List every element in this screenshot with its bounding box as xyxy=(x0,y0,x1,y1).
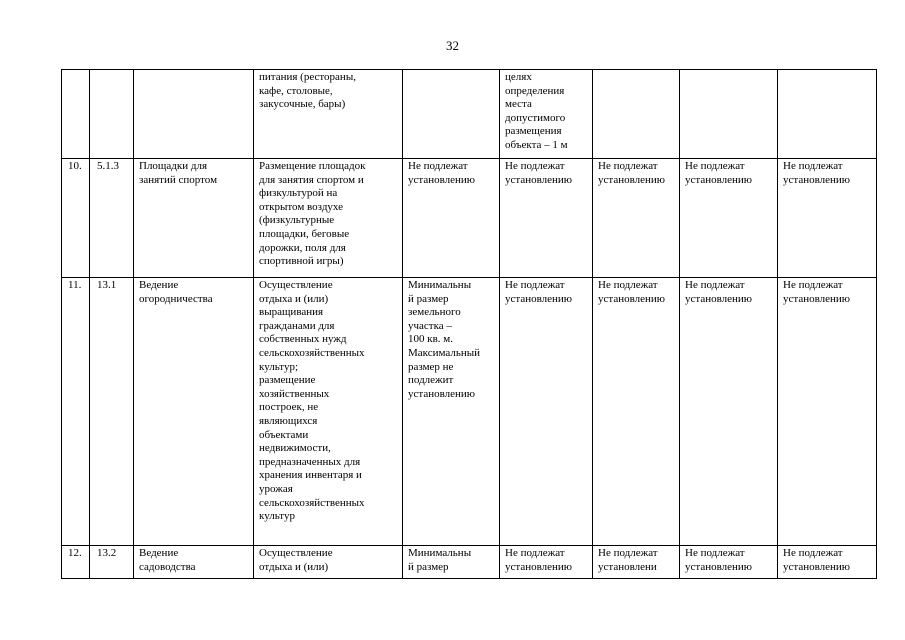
parameter-cell: целях определения места допустимого размещения объекта – 1 м xyxy=(500,70,593,159)
parameter-cell: Не подлежат установлени xyxy=(593,546,680,579)
description-cell: Размещение площадок для занятия спортом и физкультурой на открытом воздухе (физкультурные площадки, беговые дорожки, поля для спортивной игры) xyxy=(254,159,403,278)
lot-size-cell: Минимальны й размер земельного участка – 100 кв. м. Максимальный размер не подлежит установлению xyxy=(403,278,500,546)
lot-size-cell xyxy=(403,70,500,159)
page-number: 32 xyxy=(446,38,459,53)
code-cell: 13.2 xyxy=(90,546,134,579)
lot-size-cell: Не подлежат установлению xyxy=(403,159,500,278)
parameter-cell: Не подлежат установлению xyxy=(593,278,680,546)
land-use-name-cell xyxy=(134,70,254,159)
parameter-cell: Не подлежат установлению xyxy=(778,159,877,278)
description-cell: питания (рестораны, кафе, столовые, закусочные, бары) xyxy=(254,70,403,159)
row-number-cell: 11. xyxy=(62,278,90,546)
table-row xyxy=(62,278,877,546)
parameter-cell xyxy=(680,70,778,159)
description-cell: Осуществление отдыха и (или) выращивания гражданами для собственных нужд сельскохозяйственных культур; размещение хозяйственных построек, не являющихся объектами недвижимости, предназначенных для хранения инвентаря и урожая сельскохозяйственных культур xyxy=(254,278,403,546)
parameter-cell: Не подлежат установлению xyxy=(593,159,680,278)
row-number-cell: 12. xyxy=(62,546,90,579)
lot-size-cell: Минимальны й размер xyxy=(403,546,500,579)
code-cell: 5.1.3 xyxy=(90,159,134,278)
parameter-cell: Не подлежат установлению xyxy=(500,278,593,546)
parameter-cell: Не подлежат установлению xyxy=(680,546,778,579)
code-cell: 13.1 xyxy=(90,278,134,546)
land-use-name-cell: Ведение огородничества xyxy=(134,278,254,546)
parameter-cell: Не подлежат установлению xyxy=(500,546,593,579)
parameter-cell: Не подлежат установлению xyxy=(500,159,593,278)
regulations-table xyxy=(61,69,877,579)
parameter-cell: Не подлежат установлению xyxy=(778,278,877,546)
table-row xyxy=(62,546,877,579)
land-use-name-cell: Площадки для занятий спортом xyxy=(134,159,254,278)
parameter-cell xyxy=(778,70,877,159)
parameter-cell xyxy=(593,70,680,159)
parameter-cell: Не подлежат установлению xyxy=(778,546,877,579)
row-number-cell: 10. xyxy=(62,159,90,278)
code-cell xyxy=(90,70,134,159)
description-cell: Осуществление отдыха и (или) xyxy=(254,546,403,579)
table-row xyxy=(62,70,877,159)
row-number-cell xyxy=(62,70,90,159)
land-use-name-cell: Ведение садоводства xyxy=(134,546,254,579)
table-row xyxy=(62,159,877,278)
parameter-cell: Не подлежат установлению xyxy=(680,159,778,278)
parameter-cell: Не подлежат установлению xyxy=(680,278,778,546)
